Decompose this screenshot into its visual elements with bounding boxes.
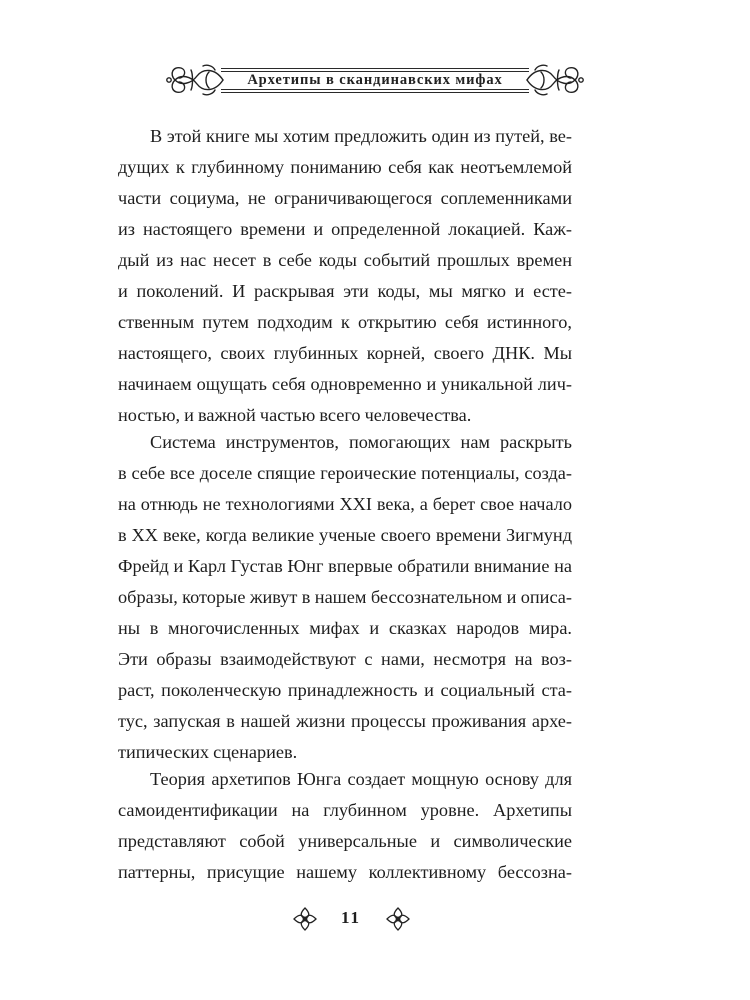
text-line: в себе все доселе спящие героические потенциалы, созда- <box>118 463 572 483</box>
paragraph-1 <box>118 121 572 431</box>
header-band <box>221 62 529 98</box>
text-line: из настоящего времени и определенной локацией. Каж- <box>118 219 572 239</box>
text-line: представляют собой универсальные и символические <box>118 831 572 851</box>
knotwork-ornament-icon <box>523 62 587 98</box>
text-line: ственным путем подходим к открытию себя истинного, <box>118 312 572 332</box>
text-line: ны в многочисленных мифах и сказках народов мира. <box>118 618 572 638</box>
text-line: части социума, не ограничивающегося соплеменниками <box>118 188 572 208</box>
text-line: паттерны, присущие нашему коллективному бессозна- <box>118 862 572 882</box>
text-line: тус, запуская в нашей жизни процессы проживания архе- <box>118 711 572 731</box>
text-line: на отнюдь не технологиями XXI века, а берет свое начало <box>118 494 572 514</box>
text-line: раст, поколенческую принадлежность и социальный ста- <box>118 680 572 700</box>
page-footer <box>0 904 750 934</box>
text-line: Теория архетипов Юнга создает мощную основу для <box>150 769 572 789</box>
text-line: ностью, и важной частью всего человечества. <box>118 405 472 425</box>
header-rule <box>221 68 529 69</box>
text-line: дущих к глубинному пониманию себя как неотъемлемой <box>118 157 572 177</box>
paragraph-2 <box>118 427 572 768</box>
running-header <box>163 62 587 98</box>
running-header-title: Архетипы в скандинавских мифах <box>247 72 503 88</box>
flourish-ornament-icon <box>385 906 411 932</box>
text-line: настоящего, своих глубинных корней, своего ДНК. Мы <box>118 343 572 363</box>
text-line: Фрейд и Карл Густав Юнг впервые обратили внимание на <box>118 556 572 576</box>
text-line: Система инструментов, помогающих нам раскрыть <box>150 432 572 452</box>
text-line: Эти образы взаимодействуют с нами, несмотря на воз- <box>118 649 572 669</box>
flourish-ornament-icon <box>292 906 318 932</box>
header-rule <box>221 89 529 90</box>
text-line: В этой книге мы хотим предложить один из путей, ве- <box>150 126 572 146</box>
page-number: 11 <box>340 908 362 927</box>
paragraph-3 <box>118 764 572 888</box>
text-line: самоидентификации на глубинном уровне. Архетипы <box>118 800 572 820</box>
text-line: дый из нас несет в себе коды событий прошлых времен <box>118 250 572 270</box>
text-line: начинаем ощущать себя одновременно и уникальной лич- <box>118 374 572 394</box>
text-line: и поколений. И раскрывая эти коды, мы мягко и есте- <box>118 281 572 301</box>
text-line: образы, которые живут в нашем бессознательном и описа- <box>118 587 572 607</box>
knotwork-ornament-icon <box>163 62 227 98</box>
header-rule <box>221 92 529 93</box>
text-line: в XX веке, когда великие ученые своего времени Зигмунд <box>118 525 572 545</box>
text-line: типических сценариев. <box>118 742 298 762</box>
